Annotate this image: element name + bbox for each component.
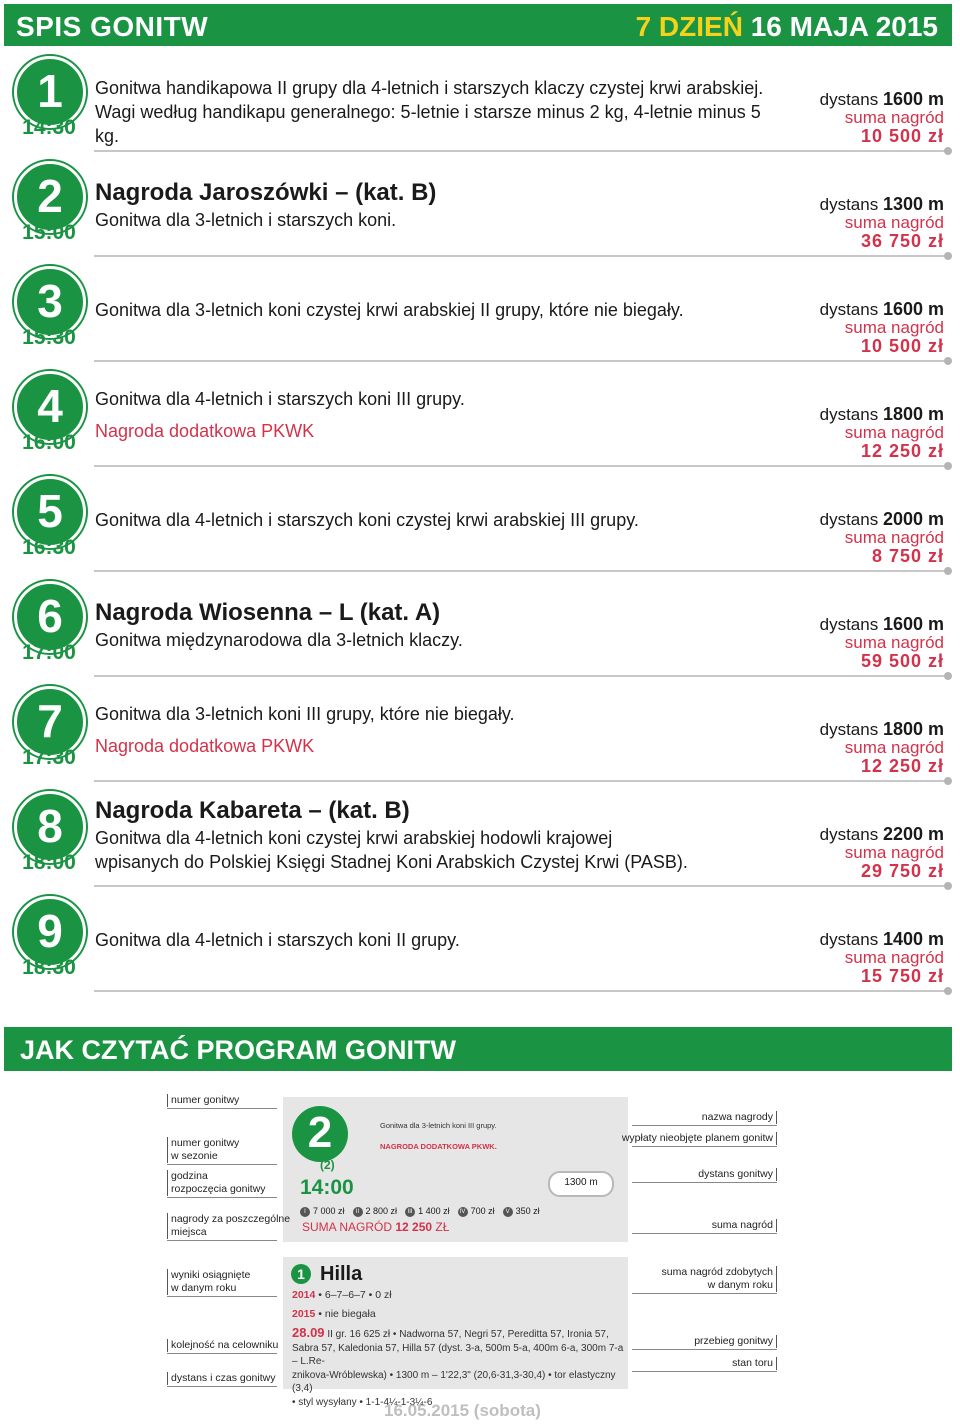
distance-value: 1800 m xyxy=(882,719,944,739)
example-race-number: 2 xyxy=(307,1108,333,1157)
distance-value: 1600 m xyxy=(882,89,944,109)
prize-label: suma nagród xyxy=(844,948,944,967)
race-time: 15:00 xyxy=(22,221,76,244)
result-line-4: • styl wysyłany • 1-1-4¼-1-3¼-6 xyxy=(292,1396,433,1408)
prize-label: suma nagród xyxy=(844,633,944,652)
race-date: 16 MAJA 2015 xyxy=(750,11,938,42)
prize-label: suma nagród xyxy=(844,423,944,442)
distance xyxy=(744,300,944,319)
race-info xyxy=(744,90,944,145)
race-number: 2 xyxy=(37,170,63,222)
guide-label-left: dystans i czas gonitwy xyxy=(167,1372,275,1385)
year-2014: 2014 xyxy=(292,1289,316,1301)
prize-label: suma nagród xyxy=(844,738,944,757)
place-icon: I xyxy=(300,1207,310,1217)
race-divider xyxy=(94,780,946,782)
distance xyxy=(744,90,944,109)
race-time: 17:00 xyxy=(22,641,76,664)
guide-label-underline xyxy=(167,1108,277,1109)
race-conditions: Wagi według handikapu generalnego: 5-letnie i starsze minus 2 kg, 4-letnie minus 5 kg. xyxy=(95,102,761,146)
place-prize xyxy=(300,1206,345,1216)
prize-value: 12 250 zł xyxy=(860,756,944,776)
example-time: 14:00 xyxy=(300,1176,354,1199)
distance xyxy=(744,405,944,424)
race-number: 9 xyxy=(37,905,63,957)
race-description xyxy=(95,298,785,322)
guide-label-left: wyniki osiągnięte w danym roku xyxy=(167,1269,250,1295)
prize-value: 8 750 zł xyxy=(871,546,944,566)
year-2015-results: • nie biegała xyxy=(318,1308,376,1320)
guide-label-left: godzina rozpoczęcia gonitwy xyxy=(167,1170,266,1196)
result-line-2: Sabra 57, Kaledonia 57, Hilla 57 (dyst. 3-a, 500m 5-a, 400m 6-a, 300m 7-a – L.Re- xyxy=(292,1342,624,1367)
race-time: 15:30 xyxy=(22,326,76,349)
distance-label: dystans xyxy=(819,405,879,424)
distance-value: 1600 m xyxy=(882,614,944,634)
extra-prize: Nagroda dodatkowa PKWK xyxy=(95,736,315,756)
guide-label-underline xyxy=(167,1296,277,1297)
place-icon: V xyxy=(503,1207,513,1217)
distance xyxy=(744,930,944,949)
race-time: 14:30 xyxy=(22,116,76,139)
guide-label-underline xyxy=(632,1293,777,1294)
prize-value: 12 250 zł xyxy=(860,441,944,461)
prize-value: 10 500 zł xyxy=(860,336,944,356)
race-number: 5 xyxy=(37,485,63,537)
race-number: 8 xyxy=(37,800,63,852)
distance xyxy=(744,195,944,214)
race-divider xyxy=(94,360,946,362)
race-conditions: Gonitwa dla 3-letnich koni czystej krwi arabskiej II grupy, które nie biegały. xyxy=(95,300,684,320)
guide-label-underline xyxy=(167,1197,277,1198)
horse-name: Hilla xyxy=(320,1263,363,1285)
race-divider xyxy=(94,990,946,992)
page-header xyxy=(4,4,952,46)
horse-last-result xyxy=(292,1326,627,1409)
distance-value: 2000 m xyxy=(882,509,944,529)
example-race-badge xyxy=(292,1106,348,1162)
race-number: 7 xyxy=(37,695,63,747)
race-conditions: Gonitwa handikapowa II grupy dla 4-letnich i starszych klaczy czystej krwi arabskiej. xyxy=(95,78,764,98)
example-season-number: (2) xyxy=(320,1158,335,1172)
distance-value: 1600 m xyxy=(882,299,944,319)
distance-value: 1800 m xyxy=(882,404,944,424)
page-title: SPIS GONITW xyxy=(16,11,209,42)
guide-label-right: wypłaty nieobjęte planem gonitw xyxy=(622,1132,777,1145)
race-number: 1 xyxy=(37,65,63,117)
race-description xyxy=(95,702,785,758)
result-line-1: II gr. 16 625 zł • Nadworna 57, Negri 57, Pereditta 57, Ironia 57, xyxy=(327,1329,609,1340)
place-prize xyxy=(458,1206,495,1216)
race-info xyxy=(744,300,944,355)
race-divider xyxy=(94,255,946,257)
place-icon: III xyxy=(405,1207,415,1217)
race-time: 18:00 xyxy=(22,851,76,874)
guide-label-underline xyxy=(632,1371,777,1372)
prize-value: 29 750 zł xyxy=(860,861,944,881)
race-row xyxy=(0,153,960,258)
race-divider xyxy=(94,465,946,467)
race-conditions: wpisanych do Polskiej Księgi Stadnej Koni Arabskich Czystej Krwi (PASB). xyxy=(95,852,688,872)
year-2014-results: • 6–7–6–7 • 0 zł xyxy=(318,1289,392,1301)
race-info xyxy=(744,510,944,565)
race-info xyxy=(744,825,944,880)
distance-label: dystans xyxy=(819,300,879,319)
race-time: 18:30 xyxy=(22,956,76,979)
guide-label-left: numer gonitwy xyxy=(167,1094,239,1107)
horse-year-2014 xyxy=(292,1289,392,1301)
distance-label: dystans xyxy=(819,90,879,109)
race-divider xyxy=(94,570,946,572)
race-conditions: Gonitwa międzynarodowa dla 3-letnich klaczy. xyxy=(95,630,463,650)
race-conditions: Gonitwa dla 4-letnich i starszych koni II grupy. xyxy=(95,930,460,950)
distance-label: dystans xyxy=(819,930,879,949)
prize-value: 15 750 zł xyxy=(860,966,944,986)
race-description xyxy=(95,387,785,443)
guide-label-right: dystans gonitwy xyxy=(698,1168,777,1181)
prize-label: suma nagród xyxy=(844,528,944,547)
race-day: 7 DZIEŃ xyxy=(635,11,743,42)
distance-label: dystans xyxy=(819,615,879,634)
guide-label-underline xyxy=(167,1240,277,1241)
race-row xyxy=(0,258,960,363)
place-icon: IV xyxy=(458,1207,468,1217)
race-row xyxy=(0,573,960,678)
horse-year-2015 xyxy=(292,1308,376,1320)
example-prize-sum xyxy=(302,1220,449,1234)
example-prize-value: 12 250 xyxy=(395,1220,433,1234)
guide-label-left: nagrody za poszczególne miejsca xyxy=(167,1213,290,1239)
prize-value: 36 750 zł xyxy=(860,231,944,251)
race-conditions: Gonitwa dla 3-letnich koni III grupy, które nie biegały. xyxy=(95,704,515,724)
race-row xyxy=(0,783,960,888)
race-name: Nagroda Jaroszówki – (kat. B) xyxy=(95,179,437,206)
race-conditions: Gonitwa dla 4-letnich i starszych koni III grupy. xyxy=(95,389,465,409)
place-prize xyxy=(503,1206,540,1216)
race-time: 17:30 xyxy=(22,746,76,769)
prize-value: 59 500 zł xyxy=(860,651,944,671)
race-number: 3 xyxy=(37,275,63,327)
race-row xyxy=(0,468,960,573)
distance xyxy=(744,720,944,739)
guide-label-underline xyxy=(167,1164,277,1165)
example-distance-track xyxy=(548,1171,614,1197)
guide-label-underline xyxy=(167,1353,277,1354)
race-info xyxy=(744,405,944,460)
prize-label: suma nagród xyxy=(844,843,944,862)
horse-badge xyxy=(291,1264,311,1284)
race-description xyxy=(95,508,785,532)
race-conditions: Gonitwa dla 3-letnich i starszych koni. xyxy=(95,210,397,230)
prize-label: suma nagród xyxy=(844,213,944,232)
race-conditions: Gonitwa dla 4-letnich i starszych koni czystej krwi arabskiej III grupy. xyxy=(95,510,639,530)
race-time: 16:00 xyxy=(22,431,76,454)
race-description xyxy=(95,796,785,874)
horse-number: 1 xyxy=(297,1266,305,1282)
guide-label-right: stan toru xyxy=(732,1357,777,1370)
race-divider xyxy=(94,150,946,152)
distance-value: 1300 m xyxy=(882,194,944,214)
result-date: 28.09 xyxy=(292,1325,325,1340)
distance xyxy=(744,510,944,529)
extra-prize: Nagroda dodatkowa PKWK xyxy=(95,421,315,441)
example-distance: 1300 m xyxy=(564,1177,598,1188)
guide-label-left: kolejność na celowniku xyxy=(167,1339,278,1352)
race-description xyxy=(95,928,785,952)
distance-value: 1400 m xyxy=(882,929,944,949)
distance-label: dystans xyxy=(819,720,879,739)
distance-label: dystans xyxy=(819,825,879,844)
race-info xyxy=(744,720,944,775)
race-time: 16:30 xyxy=(22,536,76,559)
distance xyxy=(744,615,944,634)
race-name: Nagroda Wiosenna – L (kat. A) xyxy=(95,599,441,626)
example-prize-unit: ZŁ xyxy=(435,1220,450,1234)
guide-label-underline xyxy=(632,1125,777,1126)
place-prize xyxy=(405,1206,450,1216)
guide-label-right: przebieg gonitwy xyxy=(694,1335,777,1348)
place-prize xyxy=(353,1206,398,1216)
race-conditions: Gonitwa dla 4-letnich koni czystej krwi arabskiej hodowli krajowej xyxy=(95,828,613,848)
race-number: 4 xyxy=(37,380,63,432)
guide-label-underline xyxy=(632,1146,777,1147)
race-info xyxy=(744,195,944,250)
distance xyxy=(744,825,944,844)
race-divider xyxy=(94,675,946,677)
guide-label-underline xyxy=(632,1349,777,1350)
guide-label-left: numer gonitwy w sezonie xyxy=(167,1137,239,1163)
place-value: 700 zł xyxy=(470,1206,495,1216)
prize-label: suma nagród xyxy=(844,318,944,337)
race-number: 6 xyxy=(37,590,63,642)
guide-label-underline xyxy=(632,1182,777,1183)
guide-label-underline xyxy=(167,1386,277,1387)
race-description xyxy=(95,178,785,232)
result-line-3: znikova-Wróblewska) • 1300 m – 1'22,3" (20,6-31,3-30,4) • tor elastyczny (3,4) xyxy=(292,1369,616,1394)
guide-title: JAK CZYTAĆ PROGRAM GONITW xyxy=(20,1035,456,1065)
place-value: 350 zł xyxy=(515,1206,540,1216)
place-icon: II xyxy=(353,1207,363,1217)
race-description xyxy=(95,598,785,652)
guide-label-underline xyxy=(632,1233,777,1234)
guide-label-right: suma nagród zdobytych w danym roku xyxy=(662,1266,777,1292)
race-description xyxy=(95,76,785,148)
page-date xyxy=(636,11,938,43)
place-value: 1 400 zł xyxy=(418,1206,450,1216)
guide-label-right: nazwa nagrody xyxy=(702,1111,777,1124)
place-value: 2 800 zł xyxy=(365,1206,398,1216)
distance-label: dystans xyxy=(819,510,879,529)
race-row xyxy=(0,48,960,153)
race-row xyxy=(0,888,960,993)
guide-header xyxy=(4,1027,952,1071)
race-row xyxy=(0,678,960,783)
prize-value: 10 500 zł xyxy=(860,126,944,146)
prize-label: suma nagród xyxy=(844,108,944,127)
race-info xyxy=(744,615,944,670)
example-prize-label: SUMA NAGRÓD xyxy=(302,1220,393,1234)
example-extra-prize: NAGRODA DODATKOWA PKWK. xyxy=(380,1142,497,1151)
example-places xyxy=(300,1206,548,1217)
distance-value: 2200 m xyxy=(882,824,944,844)
example-description: Gonitwa dla 3-letnich koni III grupy. xyxy=(380,1121,497,1130)
guide-label-right: suma nagród xyxy=(712,1219,777,1232)
race-info xyxy=(744,930,944,985)
distance-label: dystans xyxy=(819,195,879,214)
year-2015: 2015 xyxy=(292,1308,316,1320)
race-name: Nagroda Kabareta – (kat. B) xyxy=(95,797,410,824)
race-divider xyxy=(94,885,946,887)
place-value: 7 000 zł xyxy=(313,1206,345,1216)
footer-date: 16.05.2015 (sobota) xyxy=(384,1401,541,1420)
race-row xyxy=(0,363,960,468)
